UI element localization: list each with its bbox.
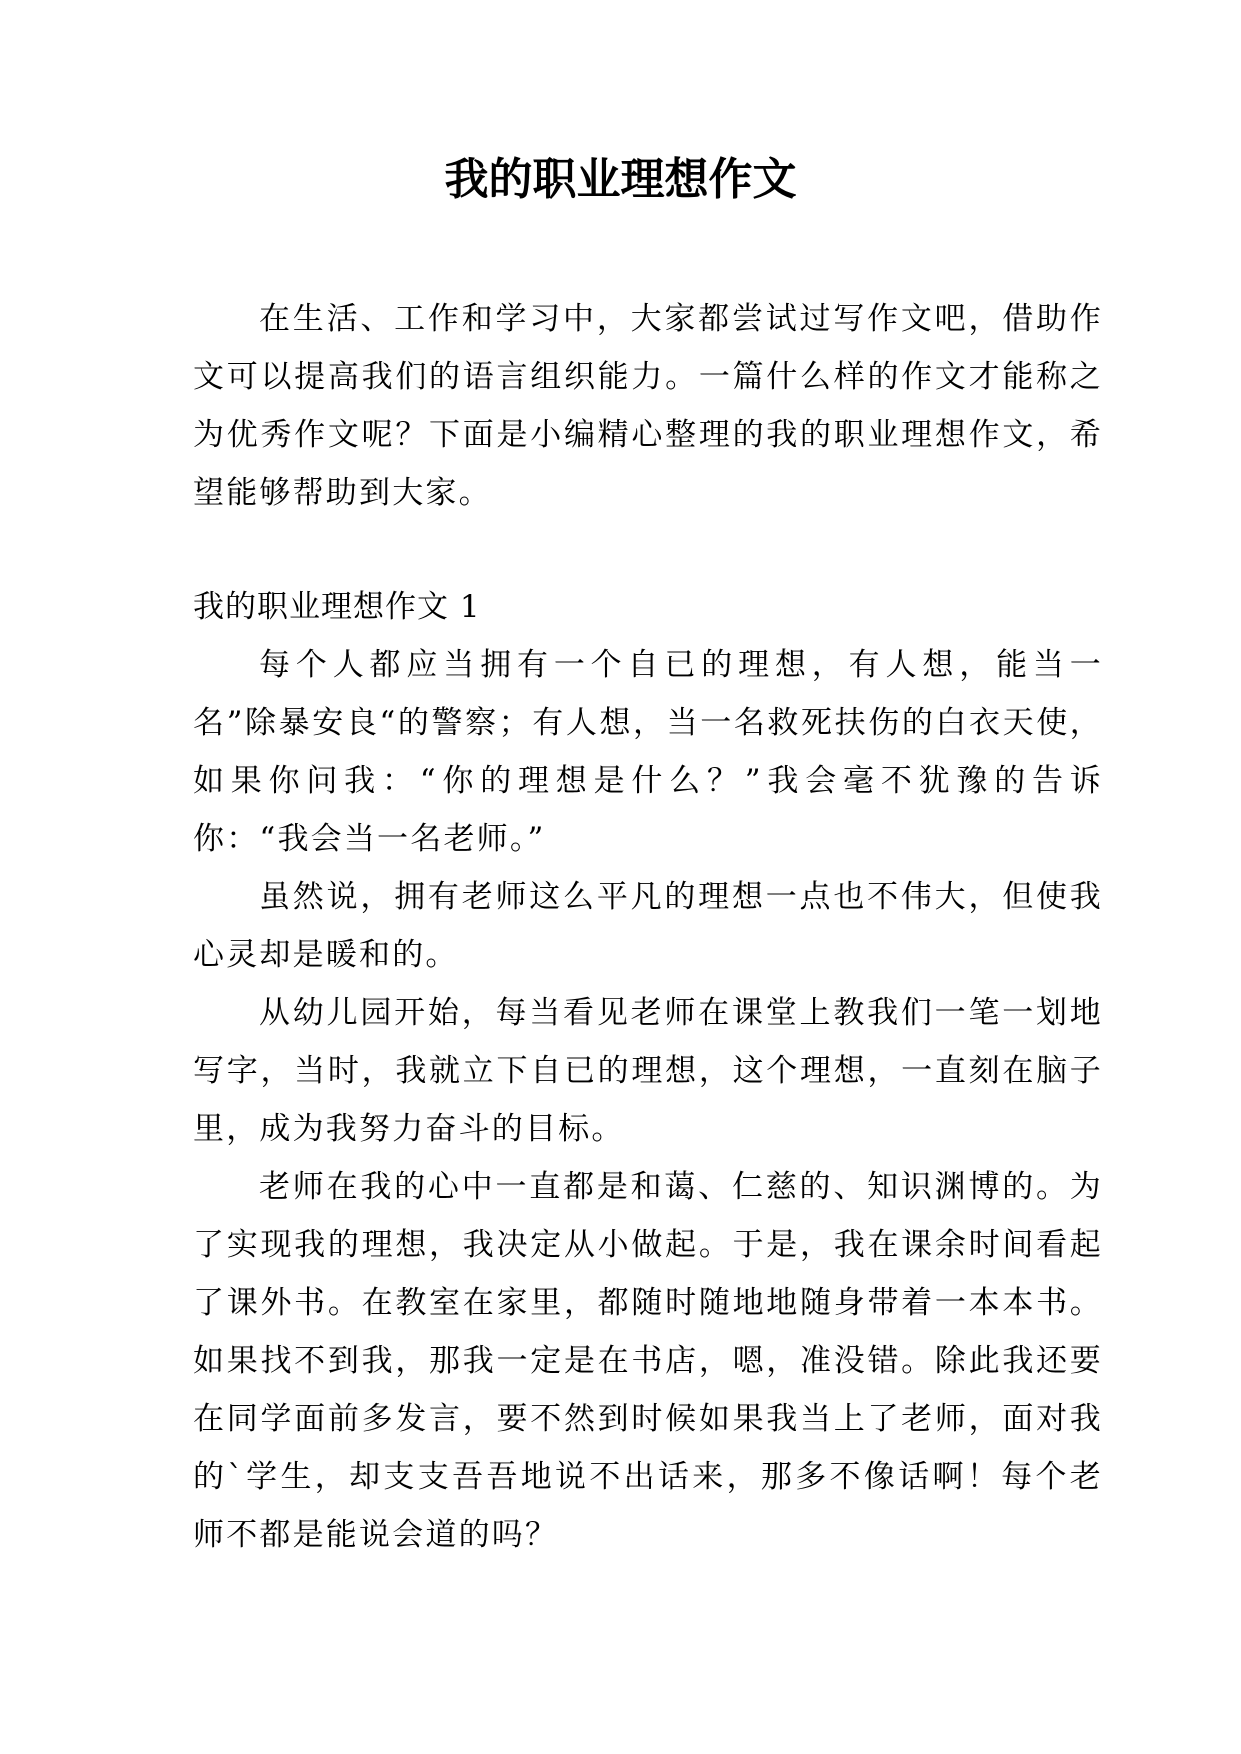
section-heading: 我的职业理想作文 1: [193, 589, 481, 625]
intro-paragraph: 在生活、工作和学习中，大家都尝试过写作文吧，借助作文可以提高我们的语言组织能力。一篇什么样的作文才能称之为优秀作文呢？下面是小编精心整理的我的职业理想作文，希望能够帮助到大家。: [193, 301, 1103, 511]
body-paragraph-2: 虽然说，拥有老师这么平凡的理想一点也不伟大，但使我心灵却是暖和的。: [193, 879, 1103, 973]
body-paragraph-1: 每个人都应当拥有一个自已的理想，有人想，能当一名”除暴安良“的警察；有人想，当一名救死扶伤的白衣天使，如果你问我：“你的理想是什么？”我会毫不犹豫的告诉你：“我会当一名老师。”: [193, 647, 1103, 857]
body-paragraph-3: 从幼儿园开始，每当看见老师在课堂上教我们一笔一划地写字，当时，我就立下自已的理想，这个理想，一直刻在脑子里，成为我努力奋斗的目标。: [193, 995, 1103, 1147]
document-title: 我的职业理想作文: [444, 154, 797, 205]
body-paragraph-4: 老师在我的心中一直都是和蔼、仁慈的、知识渊博的。为了实现我的理想，我决定从小做起。于是，我在课余时间看起了课外书。在教室在家里，都随时随地地随身带着一本本书。如果找不到我，那我一定是在书店，嗯，准没错。除此我还要在同学面前多发言，要不然到时候如果我当上了老师，面对我的`学生，却支支吾吾地说不出话来，那多不像话啊！每个老师不都是能说会道的吗？: [193, 1169, 1103, 1553]
document-body: [193, 290, 1103, 1564]
